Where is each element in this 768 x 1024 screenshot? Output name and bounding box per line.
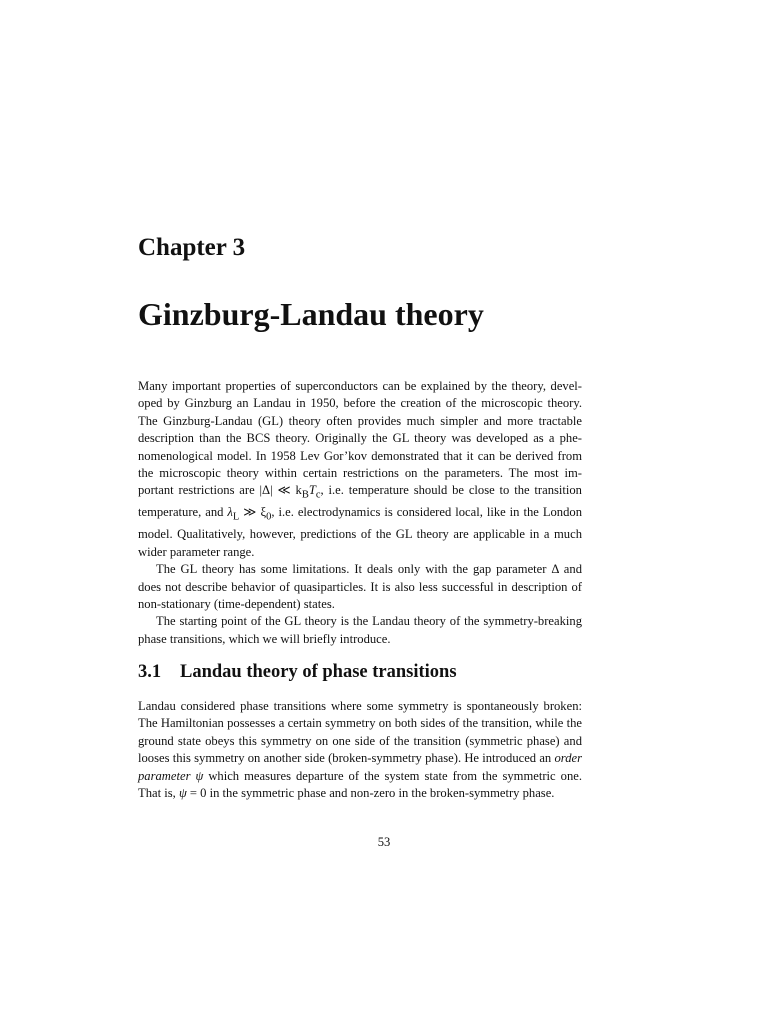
- text-run: = 0 in the symmetric phase and non-zero in the broken-symmetry phase.: [186, 786, 555, 801]
- section-number: 3.1: [138, 662, 162, 682]
- math-local-condition: $\lambda_L$ ≫ $\xi_0$: [227, 505, 272, 523]
- text-run: nomenological model. In 1958 Lev Gor’kov demonstrated that it can be derived from the microscopic theory within certain restrictions on the parameters. The most im-: [138, 448, 582, 481]
- section-heading: [138, 662, 457, 683]
- text-run: , i.e. temperature should be close to the transition temperature, and: [138, 483, 582, 520]
- text-run: and does not describe behavior of quasiparticles. It is also less successful in description of non-stationary (time-dependent) states.: [138, 562, 582, 611]
- math-psi: ψ: [190, 768, 204, 783]
- math-delta: Δ: [551, 562, 559, 577]
- intro-paragraph-1: [138, 378, 582, 561]
- intro-text: [138, 378, 582, 648]
- text-run: Many important properties of superconductors can be explained by the theory, devel-: [138, 379, 582, 393]
- text-run: oped by Ginzburg an Landau in 1950, before the creation of the microscopic theory. The Ginzburg-Landau (GL) theory often provides much simpler and more tractable description than the BCS theory. Originally the GL theory was developed as a phe-: [138, 396, 582, 446]
- text-run: , i.e. electrodynamics is considered local, like in the London model. Qualitatively, however, predictions of the GL theory are applicable in a much wider parameter range.: [138, 505, 582, 559]
- text-run: portant restrictions are: [138, 483, 260, 498]
- section-title: Landau theory of phase transitions: [180, 662, 457, 682]
- section-text: [138, 698, 582, 802]
- intro-paragraph-2: [138, 561, 582, 613]
- text-run: Landau considered phase transitions where some symmetry is spontaneously broken: The Hamiltonian possesses a certain symmetry on both sides of the transition, while the ground state obeys this symmetry on one side of the transition (symmetric phase) and looses this symmetry on another side (broken-symmetry phase). He introduced an: [138, 699, 582, 766]
- term-order-parameter: order parameter: [138, 751, 582, 783]
- page-number: 53: [377, 835, 391, 849]
- chapter-title: Ginzburg-Landau theory: [138, 296, 484, 332]
- text-run: which measures departure of the system state from the symmetric one. That is,: [138, 768, 582, 801]
- intro-paragraph-3: The starting point of the GL theory is the Landau theory of the symmetry-breaking phase transitions, which we will briefly introduce.: [138, 614, 582, 646]
- math-gap-condition: |Δ| ≪ $k_BT_c$: [259, 483, 321, 501]
- section-paragraph-1: [138, 698, 582, 802]
- math-psi: ψ: [178, 786, 187, 801]
- chapter-label: Chapter 3: [138, 234, 246, 261]
- text-run: The GL theory has some limitations. It deals only with the gap parameter: [156, 562, 552, 577]
